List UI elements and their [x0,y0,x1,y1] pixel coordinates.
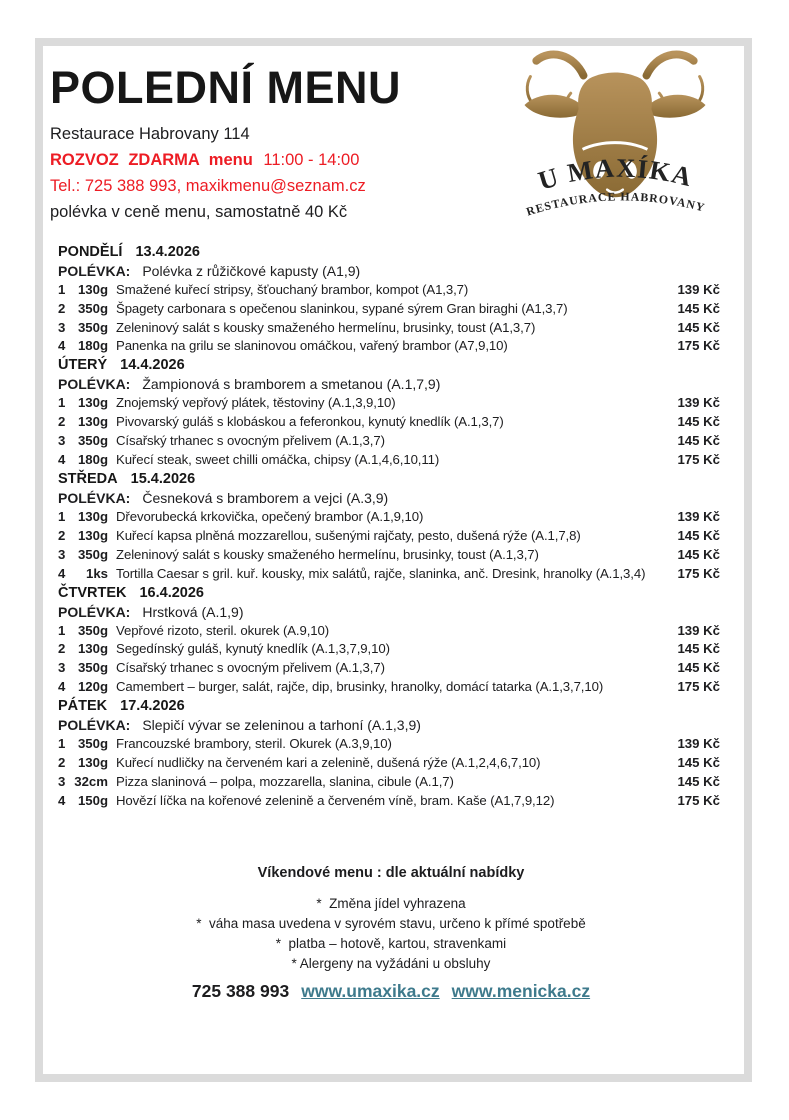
menu-item-row [58,640,720,659]
item-price: 139 Kč [677,395,720,411]
soup-name: Žampionová s bramborem a smetanou (A.1,7,9) [142,376,441,393]
item-number: 4 [58,338,66,354]
day-header [58,470,720,489]
item-description: Kuřecí kapsa plněná mozzarellou, sušenými rajčaty, pesto, dušená rýže (A.1,7,8) [116,527,581,543]
footer-note: * Změna jídel vyhrazena [316,895,466,911]
item-description: Francouzské brambory, steril. Okurek (A.3,9,10) [116,736,392,752]
menu-item-row [58,622,720,641]
item-weight: 350g [77,736,108,752]
item-weight: 130g [77,281,108,297]
item-number: 2 [58,414,66,430]
item-price: 175 Kč [677,679,720,695]
footer-phone: 725 388 993 [191,980,290,1001]
item-description: Hovězí líčka na kořenové zelenině a červeném víně, bram. Kaše (A1,7,9,12) [116,792,555,808]
page-title: POLEDNÍ MENU [50,62,402,113]
item-price: 145 Kč [677,755,720,771]
item-weight: 350g [77,319,108,335]
item-price: 175 Kč [677,565,720,581]
weekly-menu [58,243,720,811]
day-date: 17.4.2026 [120,698,185,715]
soup-line [58,603,720,622]
soup-label: POLÉVKA: [58,489,131,506]
menu-item-row [58,754,720,773]
menu-item-row [58,337,720,356]
item-price: 139 Kč [677,736,720,752]
soup-label: POLÉVKA: [58,717,131,734]
menu-item-row [58,281,720,300]
day-name: STŘEDA [58,470,118,487]
footer-note: * platba – hotově, kartou, stravenkami [275,935,507,951]
item-weight: 350g [77,433,108,449]
item-price: 139 Kč [677,508,720,524]
footer-contact-line [50,981,732,1002]
item-price: 145 Kč [677,546,720,562]
delivery-hours: 11:00 - 14:00 [263,150,360,169]
item-price: 145 Kč [677,414,720,430]
item-weight: 350g [77,622,108,638]
item-number: 3 [58,319,66,335]
day-name: ČTVRTEK [58,584,127,601]
menu-sheet [35,38,752,1082]
item-price: 145 Kč [677,660,720,676]
item-description: Camembert – burger, salát, rajče, dip, brusinky, hranolky, domácí tatarka (A.1,3,7,10) [116,679,604,695]
menu-day-section [58,356,720,470]
soup-line [58,716,720,735]
footer-notes [50,894,732,974]
soup-price-note: polévka v ceně menu, samostatně 40 Kč [50,202,348,221]
restaurant-logo [516,46,714,228]
item-weight: 1ks [85,565,108,581]
item-weight: 32cm [74,774,108,789]
umaxika-link[interactable]: www.umaxika.cz [301,980,440,1001]
soup-line [58,375,720,394]
item-number: 1 [58,622,66,638]
menu-item-row [58,413,720,432]
weekend-menu-note: Víkendové menu : dle aktuální nabídky [257,864,525,881]
soup-label: POLÉVKA: [58,376,131,393]
soup-name: Slepičí vývar se zeleninou a tarhoní (A.1,3,9) [142,717,421,734]
item-description: Zeleninový salát s kousky smaženého hermelínu, brusinky, toust (A.1,3,7) [116,546,539,562]
item-number: 4 [58,792,66,808]
item-number: 2 [58,527,66,543]
item-description: Kuřecí steak, sweet chilli omáčka, chipsy (A.1,4,6,10,11) [116,452,440,468]
menu-day-section [58,584,720,698]
day-date: 13.4.2026 [135,243,200,260]
item-description: Císařský trhanec s ovocným přelivem (A.1,3,7) [116,433,385,449]
day-header [58,356,720,375]
item-weight: 180g [77,452,108,468]
item-description: Císařský trhanec s ovocným přelivem (A.1,3,7) [116,660,385,676]
menu-item-row [58,432,720,451]
footer [50,865,732,1002]
item-description: Zeleninový salát s kousky smaženého hermelínu, brusinky, toust (A1,3,7) [116,319,536,335]
item-number: 1 [58,395,66,411]
soup-label: POLÉVKA: [58,262,131,279]
item-description: Segedínský guláš, kynutý knedlík (A.1,3,7,9,10) [116,641,390,657]
soup-line [58,262,720,281]
menu-day-section [58,470,720,584]
menu-item-row [58,394,720,413]
item-description: Smažené kuřecí stripsy, šťouchaný brambor, kompot (A1,3,7) [116,281,469,297]
menicka-link[interactable]: www.menicka.cz [451,980,591,1001]
item-weight: 120g [77,679,108,695]
item-price: 139 Kč [677,281,720,297]
logo-restaurant-subtitle: RESTAURACE HABROVANY [524,189,707,219]
item-price: 145 Kč [677,433,720,449]
item-weight: 130g [77,641,108,657]
delivery-label: ROZVOZ ZDARMA menu [50,150,253,169]
item-number: 1 [58,281,66,297]
day-date: 15.4.2026 [130,470,196,487]
item-weight: 130g [77,508,108,524]
contact-line: Tel.: 725 388 993, maxikmenu@seznam.cz [50,176,366,195]
item-number: 3 [58,660,66,676]
item-description: Vepřové rizoto, steril. okurek (A.9,10) [116,622,330,638]
item-weight: 180g [77,338,108,354]
item-description: Dřevorubecká krkovička, opečený brambor (A.1,9,10) [116,508,424,524]
item-weight: 350g [77,546,108,562]
menu-item-row [58,735,720,754]
item-number: 4 [58,452,66,468]
menu-item-row [58,678,720,697]
menu-item-row [58,565,720,584]
footer-note: * Alergeny na vyžádáni u obsluhy [291,955,491,971]
item-price: 145 Kč [677,319,720,335]
item-price: 145 Kč [677,641,720,657]
menu-item-row [58,546,720,565]
day-date: 16.4.2026 [139,584,204,601]
item-description: Znojemský vepřový plátek, těstoviny (A.1,3,9,10) [116,395,396,411]
day-date: 14.4.2026 [120,357,185,374]
soup-name: Hrstková (A.1,9) [142,603,244,620]
item-description: Špagety carbonara s opečenou slaninkou, sypané sýrem Gran biraghi (A1,3,7) [116,300,568,316]
menu-item-row [58,319,720,338]
item-number: 2 [58,755,66,771]
day-header [58,584,720,603]
item-number: 1 [58,736,66,752]
svg-text:RESTAURACE HABROVANY [525,189,707,218]
menu-day-section [58,697,720,811]
item-description: Pizza slaninová – polpa, mozzarella, slanina, cibule (A.1,7) [116,774,454,789]
item-number: 3 [58,774,66,789]
item-weight: 130g [77,755,108,771]
item-weight: 130g [77,395,108,411]
menu-item-row [58,451,720,470]
item-description: Tortilla Caesar s gril. kuř. kousky, mix salátů, rajče, slaninka, anč. Dresink, hranolky (A.1,3,4) [116,565,646,581]
menu-item-row [58,300,720,319]
soup-line [58,489,720,508]
day-name: ÚTERÝ [58,357,108,374]
item-price: 175 Kč [677,338,720,354]
footer-note: * váha masa uvedena v syrovém stavu, určeno k přímé spotřebě [196,915,586,931]
soup-name: Polévka z růžičkové kapusty (A1,9) [142,262,361,279]
item-description: Kuřecí nudličky na červeném kari a zelenině, dušená rýže (A.1,2,4,6,7,10) [116,755,541,771]
item-number: 4 [58,565,66,581]
menu-item-row [58,659,720,678]
day-name: PÁTEK [58,698,108,715]
restaurant-address: Restaurace Habrovany 114 [50,124,250,143]
item-number: 2 [58,641,66,657]
item-number: 2 [58,300,66,316]
item-description: Pivovarský guláš s klobáskou a feferonkou, kynutý knedlík (A.1,3,7) [116,414,504,430]
item-weight: 350g [77,300,108,316]
item-description: Panenka na grilu se slaninovou omáčkou, vařený brambor (A7,9,10) [116,338,508,354]
day-header [58,243,720,262]
item-weight: 130g [77,414,108,430]
item-price: 145 Kč [677,527,720,543]
soup-label: POLÉVKA: [58,603,131,620]
logo-restaurant-name: U MAXÍKA [534,152,697,196]
day-name: PONDĚLÍ [58,243,123,260]
item-weight: 150g [77,792,108,808]
item-price: 175 Kč [677,452,720,468]
menu-item-row [58,527,720,546]
item-price: 145 Kč [677,300,720,316]
item-price: 145 Kč [677,774,720,789]
menu-item-row [58,773,720,792]
soup-name: Česneková s bramborem a vejci (A.3,9) [142,489,389,506]
menu-item-row [58,792,720,811]
menu-day-section [58,243,720,357]
item-number: 1 [58,508,66,524]
item-number: 3 [58,433,66,449]
day-header [58,697,720,716]
item-weight: 350g [77,660,108,676]
item-price: 139 Kč [677,622,720,638]
item-weight: 130g [77,527,108,543]
item-number: 4 [58,679,66,695]
item-number: 3 [58,546,66,562]
menu-item-row [58,508,720,527]
item-price: 175 Kč [677,792,720,808]
